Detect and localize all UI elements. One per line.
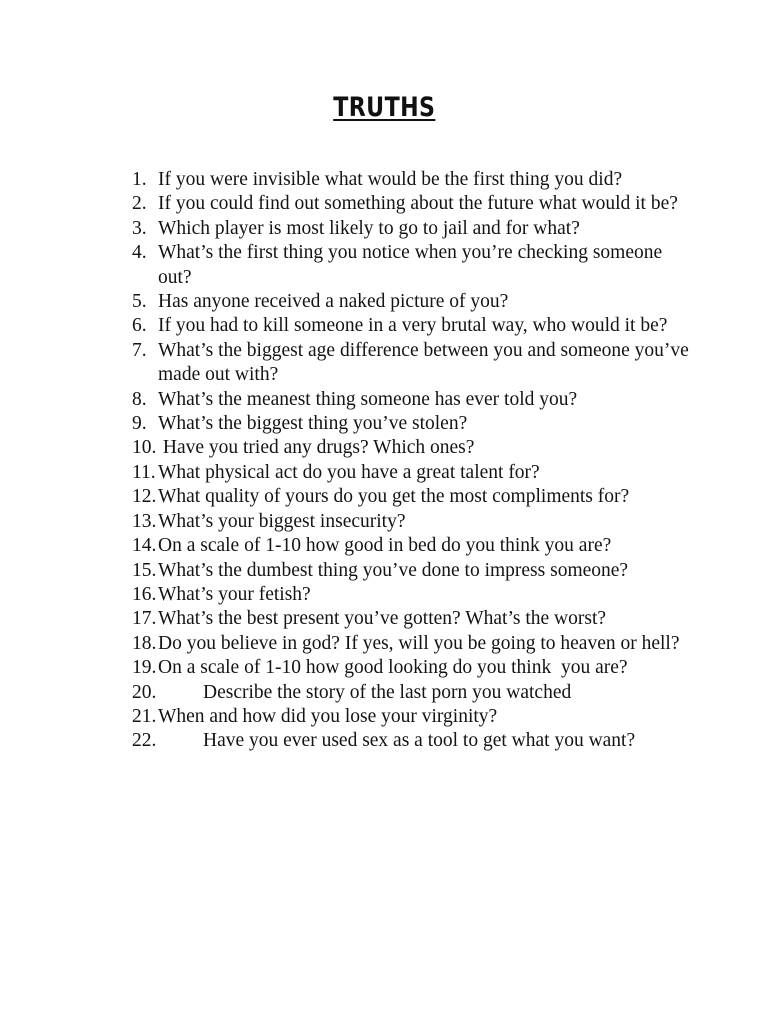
item-number: 1. [132,169,147,190]
list-item [132,192,692,216]
list-item [132,632,692,656]
truths-list [132,168,692,754]
item-text: What’s the biggest age difference between you and someone you’ve made out with? [158,339,689,386]
item-text: What’s the best present you’ve gotten? What’s the worst? [158,608,607,630]
item-text: If you had to kill someone in a very brutal way, who would it be? [158,315,668,337]
list-item [132,656,692,680]
item-number: 20. [132,681,157,703]
item-text: What physical act do you have a great talent for? [158,461,540,483]
item-text: Do you believe in god? If yes, will you be going to heaven or hell? [158,632,680,654]
list-item [132,290,692,314]
item-text: Have you ever used sex as a tool to get what you want? [203,730,636,752]
item-text: Has anyone received a naked picture of you? [158,291,509,313]
item-number: 2. [132,193,147,215]
list-item [132,436,692,460]
item-number: 13. [132,510,157,532]
item-number: 22. [132,730,157,752]
item-number: 5. [132,291,147,313]
item-number: 19. [132,657,157,679]
item-number: 17. [132,608,157,630]
list-item [132,729,692,753]
list-item [132,217,692,241]
item-text: If you could find out something about the future what would it be? [158,193,678,215]
item-text: What’s your biggest insecurity? [158,510,406,532]
list-item [132,314,692,338]
item-number: 6. [132,315,147,337]
item-text: On a scale of 1-10 how good looking do you think you are? [158,657,628,679]
item-number: 21. [132,705,157,727]
list-item [132,559,692,583]
item-text: If you were invisible what would be the first thing you did? [158,169,623,190]
item-number: 3. [132,217,147,239]
item-number: 8. [132,388,147,410]
list-item [132,388,692,412]
item-number: 16. [132,583,157,605]
item-number: 10. [132,437,157,459]
item-text: When and how did you lose your virginity? [158,705,498,727]
item-text: On a scale of 1-10 how good in bed do you think you are? [158,535,612,557]
item-text: Have you tried any drugs? Which ones? [158,437,475,459]
item-number: 11. [132,461,156,483]
list-item [132,534,692,558]
list-item [132,241,692,290]
item-text: What quality of yours do you get the most compliments for? [158,486,630,508]
list-item [132,583,692,607]
list-item [132,461,692,485]
item-text: What’s the meanest thing someone has ever told you? [158,388,578,410]
list-item [132,705,692,729]
item-text: What’s the dumbest thing you’ve done to impress someone? [158,559,629,581]
item-text: What’s the biggest thing you’ve stolen? [158,413,468,435]
item-number: 4. [132,242,147,264]
list-item [132,510,692,534]
item-text: What’s the first thing you notice when you’re checking someone out? [158,242,663,288]
list-item [132,412,692,436]
list-item [132,339,692,388]
item-text: What’s your fetish? [158,583,311,605]
list-item [132,168,692,192]
item-number: 15. [132,559,157,581]
item-number: 7. [132,339,147,361]
item-number: 9. [132,413,147,435]
item-text: Describe the story of the last porn you watched [203,681,572,703]
item-number: 14. [132,535,157,557]
list-item [132,485,692,509]
list-item [132,681,692,705]
list-item [132,607,692,631]
item-number: 12. [132,486,157,508]
item-text: Which player is most likely to go to jail and for what? [158,217,580,239]
item-number: 18. [132,632,157,654]
page-title: TRUTHS [332,92,436,123]
